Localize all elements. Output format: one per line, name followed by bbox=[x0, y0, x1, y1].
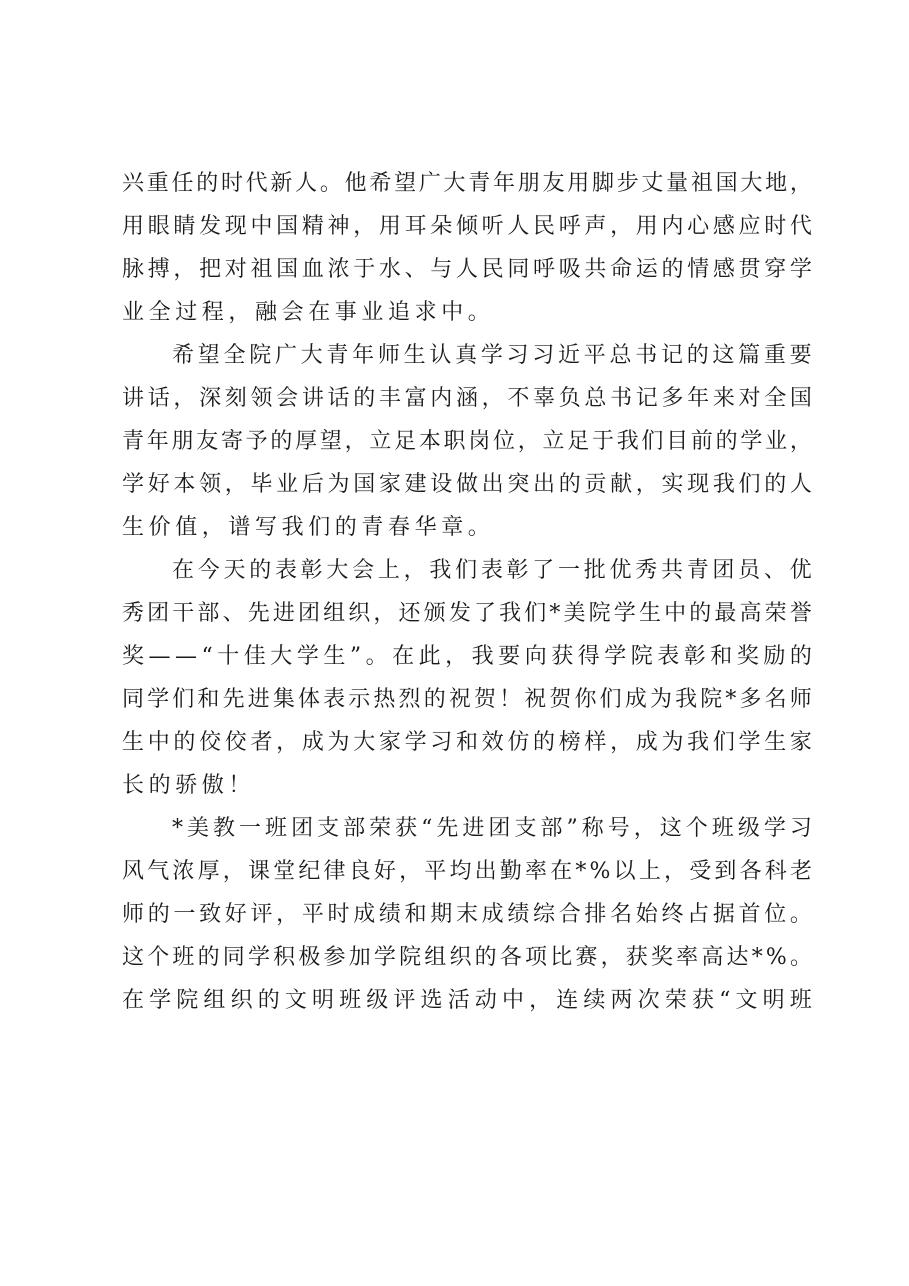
paragraph bbox=[122, 807, 812, 1022]
text-line: 长的骄傲！ bbox=[122, 773, 256, 798]
text-line: 兴 重 任 的 时 代 新 人 。 他 希 望 广 大 青 年 朋 友 用 脚 步 丈 量 祖 国 大 地 ， bbox=[122, 171, 812, 196]
text-line: 学 好 本 领 ， 毕 业 后 为 国 家 建 设 做 出 突 出 的 贡 献 ， 实 现 我 们 的 人 bbox=[122, 472, 812, 497]
text-line: 脉 搏 ， 把 对 祖 国 血 浓 于 水 、 与 人 民 同 呼 吸 共 命 运 的 情 感 贯 穿 学 bbox=[122, 257, 812, 282]
text-line: 生 中 的 佼 佼 者 ， 成 为 大 家 学 习 和 效 仿 的 榜 样 ， 成 为 我 们 学 生 家 bbox=[122, 730, 812, 755]
text-line: 这 个 班 的 同 学 积 极 参 加 学 院 组 织 的 各 项 比 赛 ， 获 奖 率 高 达 * % 。 bbox=[122, 945, 812, 970]
document-body bbox=[122, 162, 812, 1022]
text-line: * 美 教 一 班 团 支 部 荣 获 “ 先 进 团 支 部 ” 称 号 ， 这 个 班 级 学 习 bbox=[172, 816, 812, 841]
text-line: 在 今 天 的 表 彰 大 会 上 ， 我 们 表 彰 了 一 批 优 秀 共 青 团 员 、 优 bbox=[172, 558, 812, 583]
paragraph bbox=[122, 549, 812, 807]
text-line: 在 学 院 组 织 的 文 明 班 级 评 选 活 动 中 ， 连 续 两 次 荣 获 “ 文 明 班 bbox=[122, 988, 812, 1013]
text-line: 师 的 一 致 好 评 ， 平 时 成 绩 和 期 末 成 绩 综 合 排 名 始 终 占 据 首 位 。 bbox=[122, 902, 812, 927]
text-line: 用 眼 睛 发 现 中 国 精 神 ， 用 耳 朵 倾 听 人 民 呼 声 ， 用 内 心 感 应 时 代 bbox=[122, 214, 812, 239]
text-line: 生价值，谱写我们的青春华章。 bbox=[122, 515, 495, 540]
text-line: 青 年 朋 友 寄 予 的 厚 望 ， 立 足 本 职 岗 位 ， 立 足 于 我 们 目 前 的 学 业 ， bbox=[122, 429, 812, 454]
text-line: 讲 话 ， 深 刻 领 会 讲 话 的 丰 富 内 涵 ， 不 辜 负 总 书 记 多 年 来 对 全 国 bbox=[122, 386, 812, 411]
text-line: 同 学 们 和 先 进 集 体 表 示 热 烈 的 祝 贺 ！ 祝 贺 你 们 成 为 我 院 * 多 名 师 bbox=[122, 687, 812, 712]
text-line: 希 望 全 院 广 大 青 年 师 生 认 真 学 习 习 近 平 总 书 记 的 这 篇 重 要 bbox=[172, 343, 812, 368]
text-line: 奖 — — “ 十 佳 大 学 生 ” 。 在 此 ， 我 要 向 获 得 学 院 表 彰 和 奖 励 的 bbox=[122, 644, 812, 669]
text-line: 秀 团 干 部 、 先 进 团 组 织 ， 还 颁 发 了 我 们 * 美 院 学 生 中 的 最 高 荣 誉 bbox=[122, 601, 812, 626]
text-line: 业全过程，融会在事业追求中。 bbox=[122, 300, 495, 325]
paragraph bbox=[122, 334, 812, 549]
paragraph bbox=[122, 162, 812, 334]
text-line: 风 气 浓 厚 ， 课 堂 纪 律 良 好 ， 平 均 出 勤 率 在 * % 以 上 ， 受 到 各 科 老 bbox=[122, 859, 812, 884]
